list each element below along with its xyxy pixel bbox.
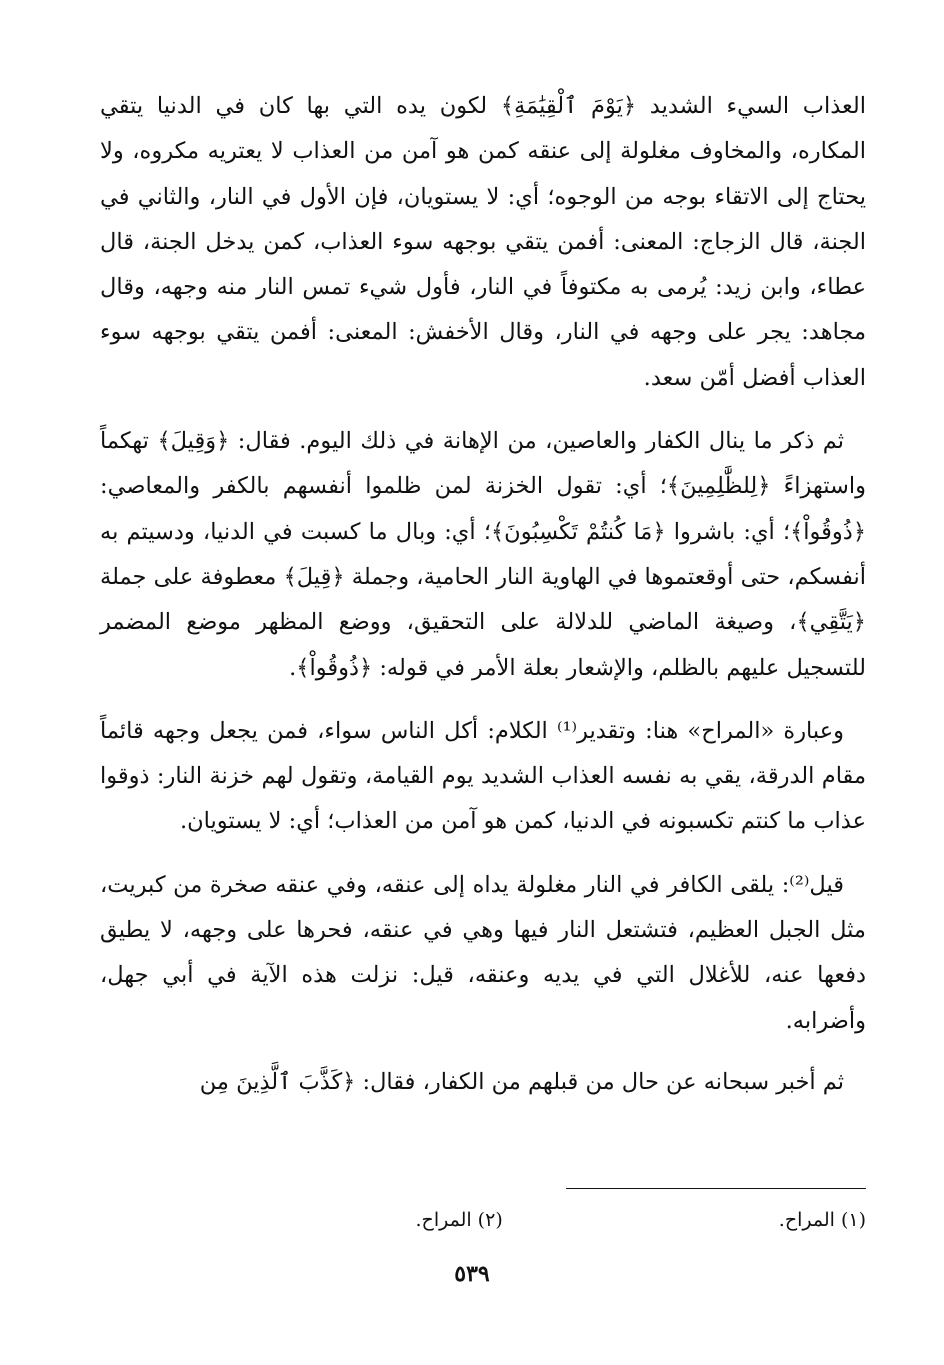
paragraph-5: ثم أخبر سبحانه عن حال من قبلهم من الكفار، فقال: ﴿كَذَّبَ ٱلَّذِينَ مِن <box>199 1068 844 1095</box>
paragraph-4: قيل⁽²⁾: يلقى الكافر في النار مغلولة يداه إلى عنقه، وفي عنقه صخرة من كبريت، مثل الجبل العظيم، فتشتعل النار فيها وهي في عنقه، فحرها على وجهه، لا يطيق دفعها عنه، للأغلال التي في يديه وعنقه، قيل: نزلت هذه الآية في أبي جهل، وأضرابه. <box>100 871 866 1034</box>
page-body <box>100 84 866 1105</box>
footnotes <box>416 1207 866 1233</box>
page-number: ٥٣٩ <box>454 1261 490 1287</box>
footnote-2: (٢) المراح. <box>415 1209 503 1231</box>
footnote-1: (١) المراح. <box>778 1209 866 1231</box>
paragraph-3: وعبارة «المراح» هنا: وتقدير⁽¹⁾ الكلام: أكل الناس سواء، فمن يجعل وجهه قائماً مقام الدرقة، يقي به نفسه العذاب الشديد يوم القيامة، وتقول لهم خزنة النار: ذوقوا عذاب ما كنتم تكسبونه في الدنيا، كمن هو آمن من العذاب؛ أي: لا يستويان. <box>100 717 866 835</box>
footnote-divider <box>566 1188 866 1189</box>
paragraph-1: العذاب السيء الشديد ﴿يَوْمَ ٱلْقِيَٰمَةِ﴾ لكون يده التي بها كان في الدنيا يتقي المكاره، والمخاوف مغلولة إلى عنقه كمن هو آمن من العذاب لا يعتريه مكروه، ولا يحتاج إلى الاتقاء بوجه من الوجوه؛ أي: لا يستويان، فإن الأول في النار، والثاني في الجنة، قال الزجاج: المعنى: أفمن يتقي بوجهه سوء العذاب، كمن يدخل الجنة، قال عطاء، وابن زيد: يُرمى به مكتوفاً في النار، فأول شيء تمس النار منه وجهه، وقال مجاهد: يجر على وجهه في النار، وقال الأخفش: المعنى: أفمن يتقي بوجهه سوء العذاب أفضل أمّن سعد. <box>100 93 866 391</box>
paragraph-2: ثم ذكر ما ينال الكفار والعاصين، من الإهانة في ذلك اليوم. فقال: ﴿وَقِيلَ﴾ تهكماً واستهزاءً ﴿لِلظَّٰلِمِينَ﴾؛ أي: تقول الخزنة لمن ظلموا أنفسهم بالكفر والمعاصي: ﴿ذُوقُواْ﴾؛ أي: باشروا ﴿مَا كُنتُمْ تَكْسِبُونَ﴾؛ أي: وبال ما كسبت في الدنيا، ودسيتم به أنفسكم، حتى أوقعتموها في الهاوية النار الحامية، وجملة ﴿قِيلَ﴾ معطوفة على جملة ﴿يَتَّقِي﴾، وصيغة الماضي للدلالة على التحقيق، ووضع المظهر موضع المضمر للتسجيل عليهم بالظلم، والإشعار بعلة الأمر في قوله: ﴿ذُوقُواْ﴾. <box>100 428 866 681</box>
